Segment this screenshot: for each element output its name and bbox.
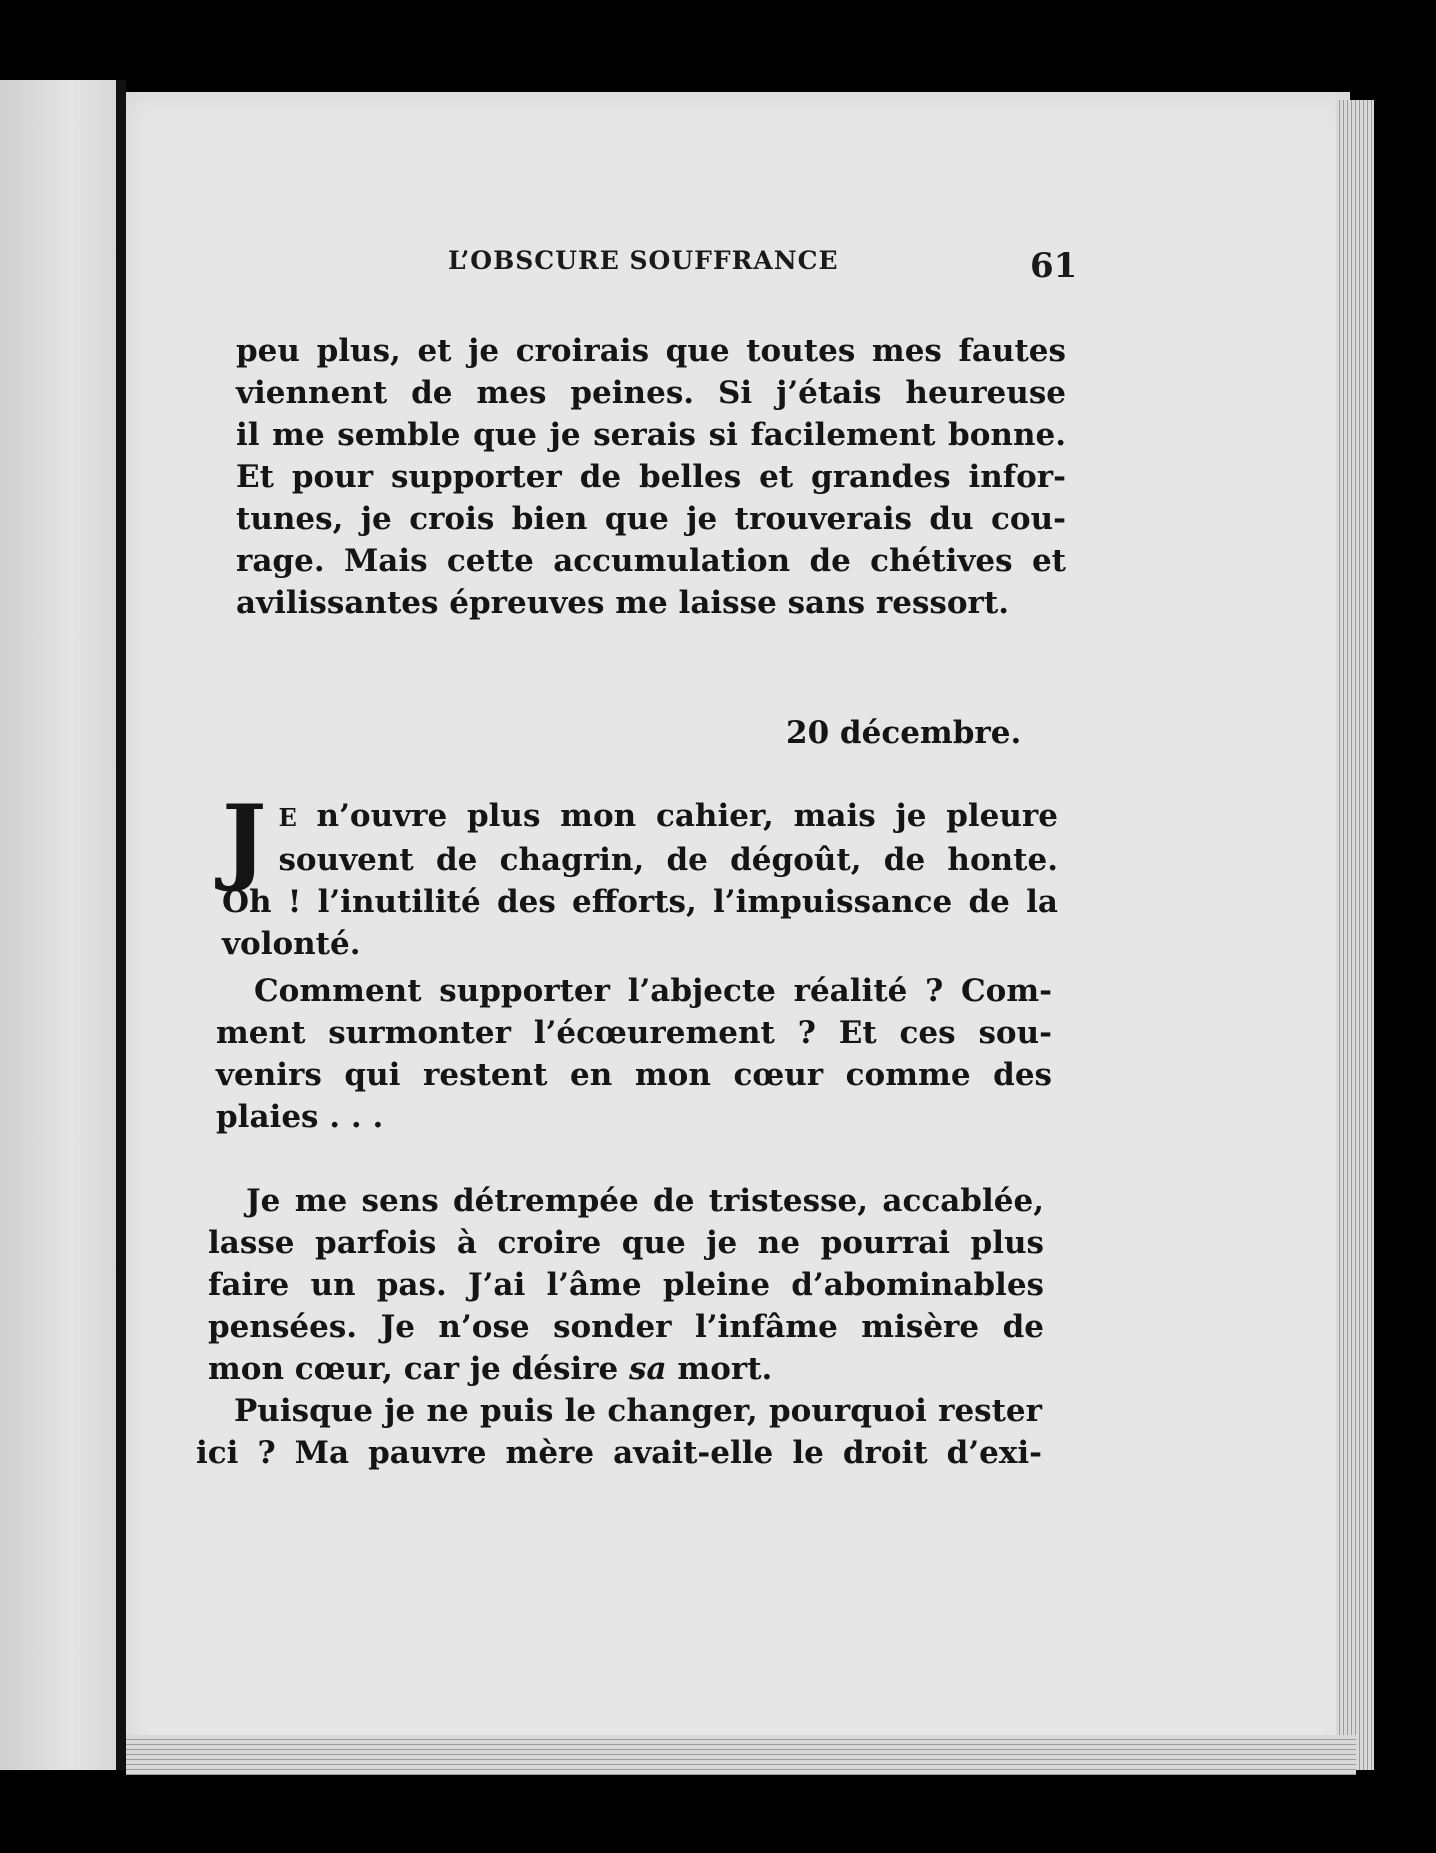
facing-page-edge xyxy=(0,80,118,1770)
paragraph-5 xyxy=(196,1390,1042,1474)
text-line: plaies . . . xyxy=(216,1099,384,1135)
text-line: Comment supporter l’abjecte réalité ? Com- xyxy=(254,973,1052,1009)
page-number: 61 xyxy=(1030,246,1078,286)
text-line xyxy=(208,1348,1044,1390)
text-line: Puisque je ne puis le changer, pourquoi rester xyxy=(234,1393,1042,1429)
text-line: souvent de chagrin, de dégoût, de honte. xyxy=(278,842,1058,878)
text-line: rage. Mais cette accumulation de chétives et xyxy=(236,543,1066,579)
text-fragment: mort. xyxy=(666,1351,773,1387)
entry-date: 20 décembre. xyxy=(786,715,1022,751)
book-gutter xyxy=(116,80,126,1770)
text-line: Je me sens détrempée de tristesse, accablée, xyxy=(246,1183,1044,1219)
paragraph-3 xyxy=(216,970,1052,1138)
paragraph-1 xyxy=(236,330,1066,624)
text-line: venirs qui restent en mon cœur comme des xyxy=(216,1057,1052,1093)
drop-cap: J xyxy=(222,785,267,895)
page-stack-edge-bottom xyxy=(126,1735,1356,1775)
text-line: ici ? Ma pauvre mère avait-elle le droit d’exi- xyxy=(196,1435,1042,1471)
text-line: pensées. Je n’ose sonder l’infâme misère de xyxy=(208,1309,1044,1345)
text-fragment: n’ouvre plus mon cahier, mais je pleure xyxy=(296,798,1058,834)
text-line: viennent de mes peines. Si j’étais heureuse xyxy=(236,375,1066,411)
text-line: tunes, je crois bien que je trouverais du cou- xyxy=(236,501,1066,537)
small-cap: E xyxy=(278,803,297,832)
text-line: ment surmonter l’écœurement ? Et ces sou- xyxy=(216,1015,1052,1051)
italic-word: sa xyxy=(629,1351,667,1387)
running-head: L’OBSCURE SOUFFRANCE xyxy=(448,246,839,275)
text-line xyxy=(222,795,1058,839)
text-line: faire un pas. J’ai l’âme pleine d’abominables xyxy=(208,1267,1044,1303)
page-stack-edge-right xyxy=(1336,100,1374,1770)
text-line: Et pour supporter de belles et grandes infor- xyxy=(236,459,1066,495)
text-line: Oh ! l’inutilité des efforts, l’impuissance de la xyxy=(222,884,1058,920)
text-fragment: mon cœur, car je désire xyxy=(208,1351,630,1387)
text-line: avilissantes épreuves me laisse sans ressort. xyxy=(236,585,1010,621)
text-line: lasse parfois à croire que je ne pourrai plus xyxy=(208,1225,1044,1261)
text-line: il me semble que je serais si facilement bonne. xyxy=(236,417,1066,453)
paragraph-2 xyxy=(222,785,1058,965)
paragraph-4 xyxy=(208,1180,1044,1390)
text-line: volonté. xyxy=(222,926,361,962)
text-line: peu plus, et je croirais que toutes mes fautes xyxy=(236,333,1066,369)
